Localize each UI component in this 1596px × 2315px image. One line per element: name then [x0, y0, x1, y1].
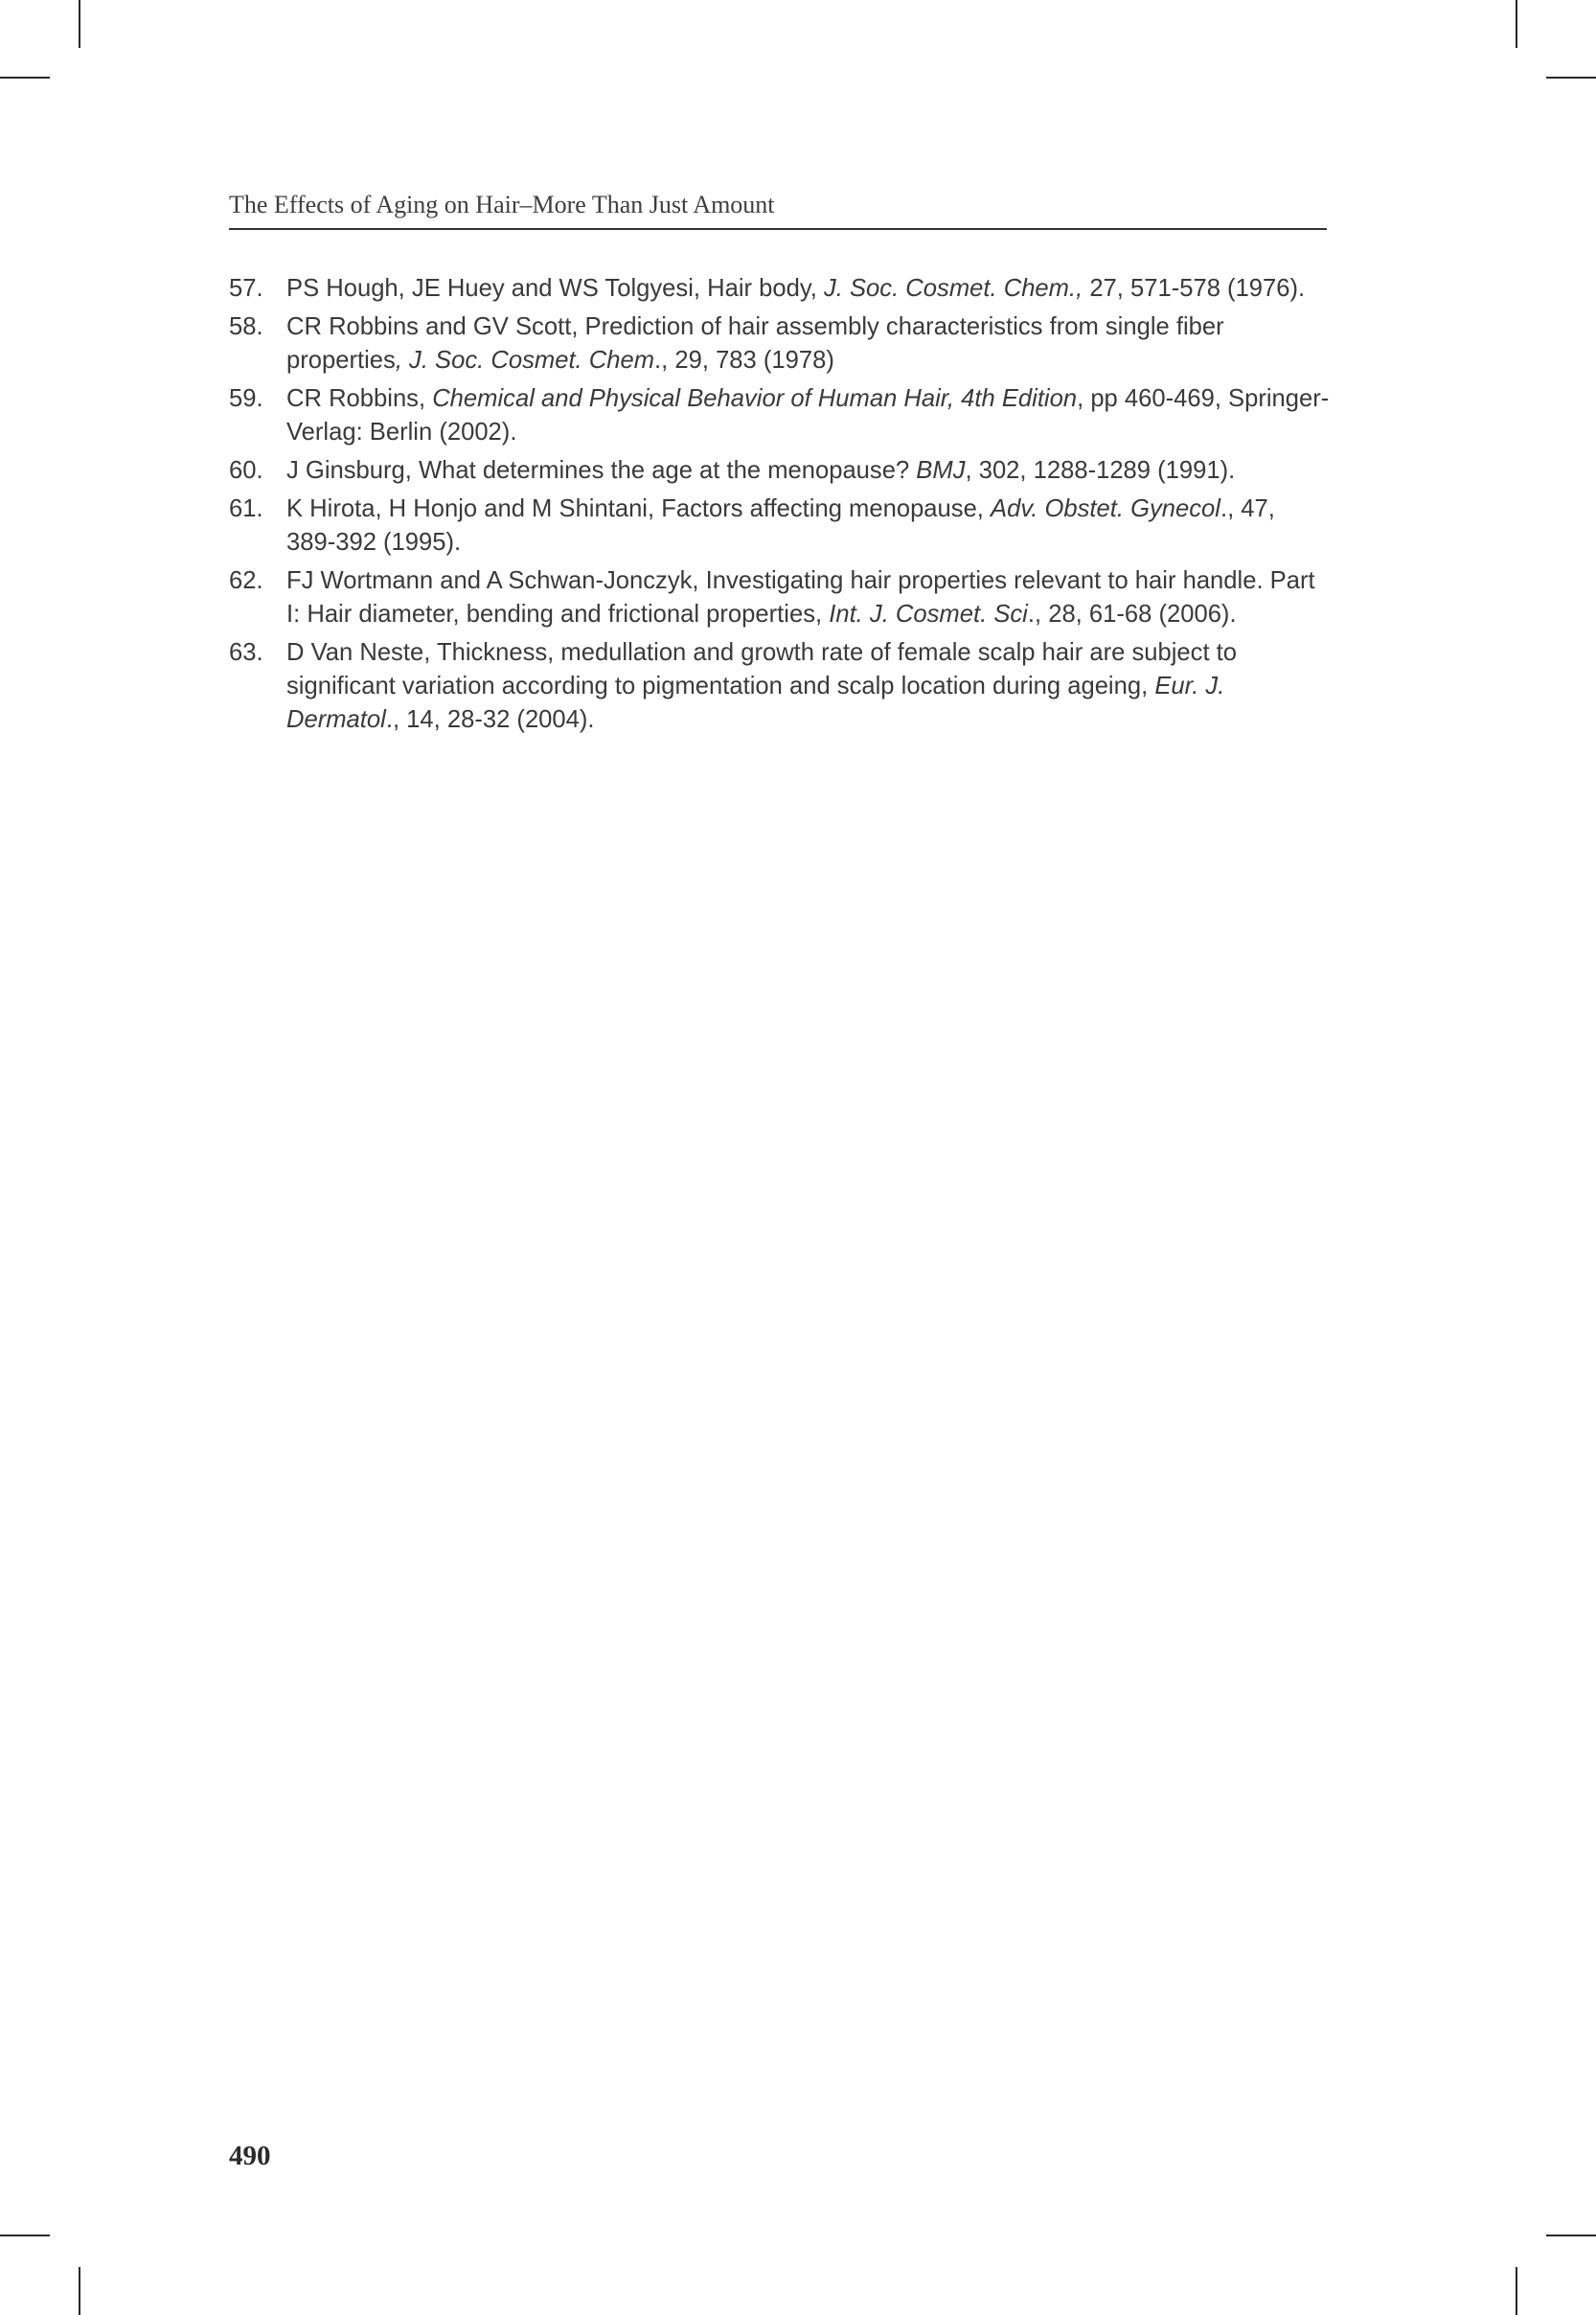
reference-journal-title: Eur. J. Dermatol [286, 673, 1225, 733]
reference-text-segment: ., 29, 783 (1978) [654, 347, 834, 374]
running-head-title: The Effects of Aging on Hair–More Than Just Amount [229, 191, 775, 218]
reference-text-segment: D Van Neste, Thickness, medullation and growth rate of female scalp hair are subject to significant variation according to pigmentation and scalp location during ageing, [286, 639, 1238, 699]
reference-text-segment: , 302, 1288-1289 (1991). [965, 457, 1236, 484]
reference-text-segment: CR Robbins, [286, 385, 433, 412]
reference-number: 60. [229, 457, 263, 484]
reference-text-segment: ., 28, 61-68 (2006). [1027, 601, 1237, 628]
page-number: 490 [229, 2141, 271, 2171]
reference-item [229, 272, 1331, 306]
reference-text [286, 275, 1305, 302]
reference-number: 62. [229, 567, 263, 594]
reference-item [229, 382, 1331, 449]
reference-item [229, 493, 1331, 560]
crop-mark-bottom-left-vertical [79, 2267, 80, 2315]
reference-journal-title: Adv. Obstet. Gynecol [991, 495, 1220, 522]
reference-text-segment: ., 14, 28-32 (2004). [385, 706, 595, 733]
crop-mark-top-left-horizontal [0, 77, 50, 79]
reference-number: 59. [229, 385, 263, 412]
crop-mark-bottom-left-horizontal [0, 2235, 50, 2236]
reference-journal-title: J. Soc. Cosmet. Chem., [823, 275, 1083, 302]
reference-journal-title: Int. J. Cosmet. Sci [829, 601, 1028, 628]
reference-text-segment: J Ginsburg, What determines the age at the menopause? [286, 457, 917, 484]
reference-list [229, 272, 1331, 742]
reference-text-segment: FJ Wortmann and A Schwan-Jonczyk, Investigating hair properties relevant to hair handle. Part I: Hair diameter, bending and frictional properties, [286, 567, 1315, 628]
reference-item [229, 454, 1331, 488]
reference-item [229, 636, 1331, 737]
reference-number: 57. [229, 275, 263, 302]
reference-text-segment: CR Robbins and GV Scott, Prediction of hair assembly characteristics from single fiber properties [286, 313, 1224, 374]
reference-item [229, 564, 1331, 631]
reference-text-segment: ., 47, 389-392 (1995). [286, 495, 1275, 556]
reference-number: 61. [229, 495, 263, 522]
reference-text-segment: 27, 571-578 (1976). [1083, 275, 1306, 302]
crop-mark-bottom-right-horizontal [1546, 2235, 1596, 2236]
reference-text [286, 495, 1275, 556]
reference-text [286, 313, 1224, 374]
reference-text [286, 457, 1235, 484]
reference-text-segment: , pp 460-469, Springer-Verlag: Berlin (2002). [286, 385, 1330, 446]
reference-journal-title: , J. Soc. Cosmet. Chem [395, 347, 655, 374]
reference-item [229, 310, 1331, 378]
reference-text [286, 385, 1329, 446]
reference-journal-title: Chemical and Physical Behavior of Human Hair, 4th Edition [432, 385, 1078, 412]
reference-number: 63. [229, 639, 263, 666]
reference-number: 58. [229, 313, 263, 340]
reference-journal-title: BMJ [916, 457, 966, 484]
crop-mark-top-right-vertical [1516, 0, 1517, 48]
reference-text-segment: PS Hough, JE Huey and WS Tolgyesi, Hair body, [286, 275, 824, 302]
reference-text [286, 639, 1237, 733]
reference-text-segment: K Hirota, H Honjo and M Shintani, Factors affecting menopause, [286, 495, 992, 522]
crop-mark-top-left-vertical [79, 0, 80, 48]
crop-mark-top-right-horizontal [1546, 77, 1596, 79]
reference-text [286, 567, 1315, 628]
crop-mark-bottom-right-vertical [1516, 2267, 1517, 2315]
running-head [229, 188, 1327, 230]
